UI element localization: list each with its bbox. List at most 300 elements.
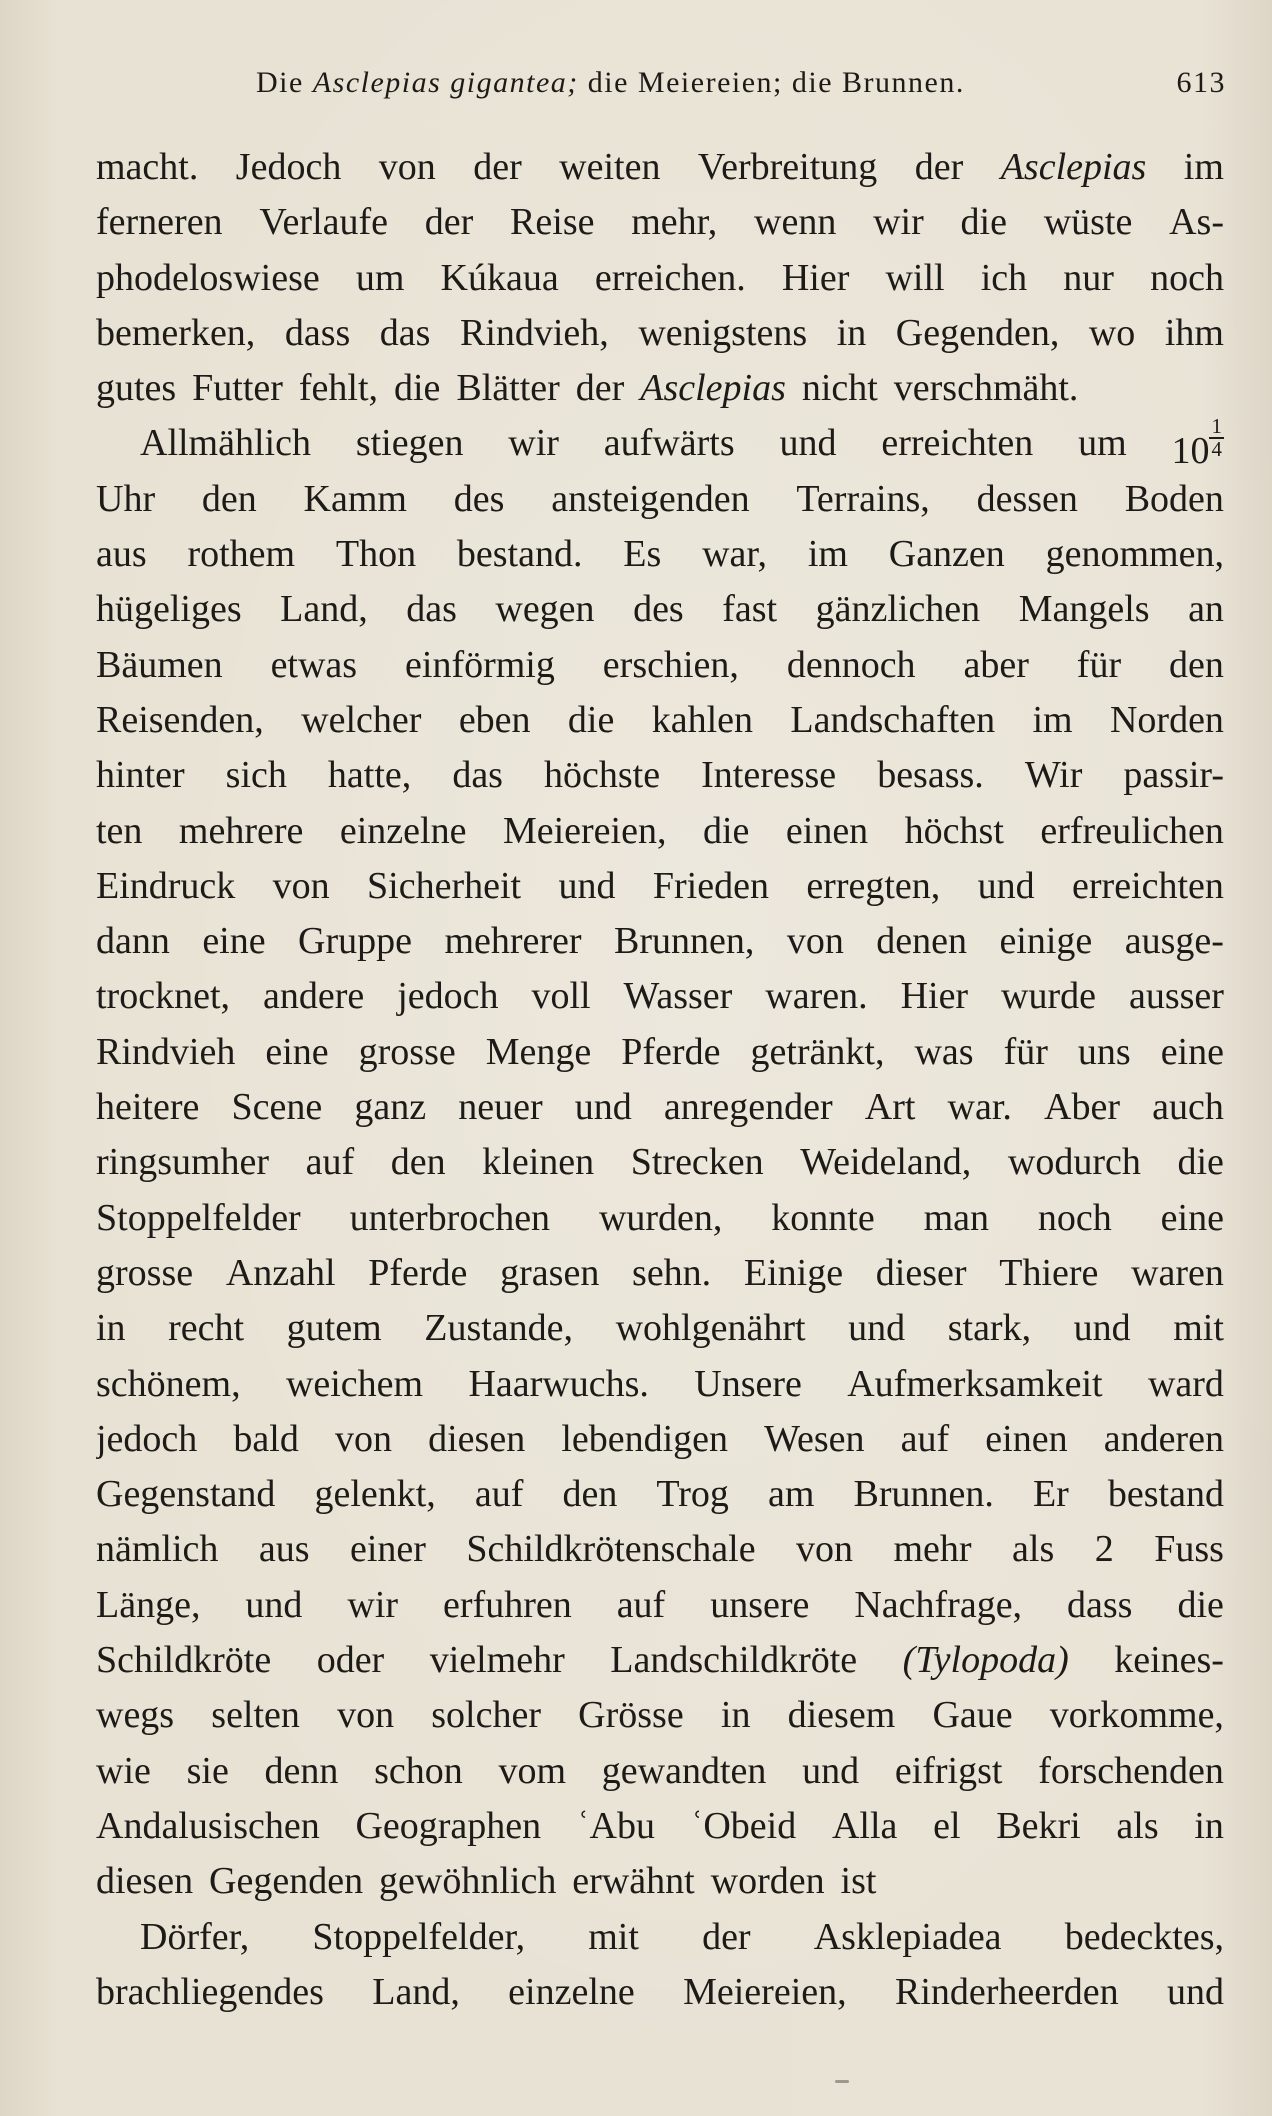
word: diesen xyxy=(428,1417,526,1460)
word: mehr xyxy=(893,1528,972,1571)
text-line xyxy=(96,1080,1224,1135)
word: wir xyxy=(873,201,924,244)
word: hügeliges xyxy=(96,588,242,631)
word: auf xyxy=(900,1417,950,1460)
word: Ganzen xyxy=(888,533,1005,576)
text-line xyxy=(96,472,1224,527)
text-line xyxy=(96,1301,1224,1356)
word: wüste xyxy=(1043,201,1133,244)
word: Reise xyxy=(510,201,595,244)
word: etwas xyxy=(270,643,358,686)
text-line xyxy=(96,1799,1224,1854)
word: die xyxy=(702,809,750,852)
word: im xyxy=(1183,146,1224,188)
word: bestand xyxy=(1107,1473,1224,1516)
word: von xyxy=(334,1417,392,1460)
word: und xyxy=(977,864,1035,907)
word: diesen xyxy=(96,1860,194,1903)
word: Zustande, xyxy=(424,1307,574,1350)
word: und xyxy=(802,1749,860,1792)
word: worden xyxy=(710,1860,825,1903)
word: hinter xyxy=(96,754,185,797)
word: heitere xyxy=(96,1086,200,1129)
word: einige xyxy=(999,920,1093,963)
word: eifrigst xyxy=(894,1749,1003,1792)
word: war. xyxy=(947,1086,1012,1129)
word: wegen xyxy=(495,588,595,631)
word: die xyxy=(960,201,1007,244)
text-line xyxy=(96,748,1224,803)
word: Fuss xyxy=(1154,1528,1224,1571)
word: die xyxy=(1177,1141,1224,1184)
word: im xyxy=(807,533,848,576)
word: Andalusischen xyxy=(96,1804,320,1847)
word: den xyxy=(201,477,257,520)
text-line xyxy=(96,1191,1224,1246)
word: erfuhren xyxy=(443,1583,572,1626)
word: die xyxy=(394,367,441,410)
word: ringsumher xyxy=(96,1141,270,1184)
word: gewandten xyxy=(601,1749,767,1792)
text-line xyxy=(96,1412,1224,1467)
word: Gruppe xyxy=(298,920,413,963)
word: wohlgenährt xyxy=(615,1307,806,1350)
word: der xyxy=(702,1915,751,1958)
word: des xyxy=(633,588,684,631)
word: und xyxy=(574,1086,632,1129)
word: mit xyxy=(588,1915,639,1958)
word: el xyxy=(933,1804,961,1847)
word: erreichen. xyxy=(594,256,746,299)
word: von xyxy=(272,864,330,907)
text-line xyxy=(96,582,1224,637)
word: Futter xyxy=(192,367,283,410)
running-title-italic: Asclepias gigantea; xyxy=(312,66,579,99)
word: und xyxy=(245,1583,303,1626)
word: Unsere xyxy=(694,1362,802,1405)
word: eine xyxy=(1160,1030,1224,1073)
word: hatte, xyxy=(327,754,412,797)
word: sich xyxy=(225,754,287,797)
word: denen xyxy=(876,920,967,963)
word: in xyxy=(836,311,867,354)
word: und xyxy=(558,864,616,907)
word: Hier xyxy=(781,256,850,299)
word: Menge xyxy=(485,1030,592,1073)
word: Boden xyxy=(1124,477,1224,520)
word: und xyxy=(779,422,837,465)
word: und xyxy=(848,1307,906,1350)
word: erreichten xyxy=(1072,864,1224,907)
print-speck xyxy=(835,2080,849,2083)
word: Kamm xyxy=(303,477,407,520)
word: dann xyxy=(96,920,170,963)
word: waren. xyxy=(765,975,868,1018)
word: was xyxy=(914,1030,974,1073)
word: der xyxy=(575,367,625,410)
word: genommen, xyxy=(1045,533,1224,576)
word: erschien, xyxy=(602,643,739,686)
word: ausge- xyxy=(1124,920,1224,963)
word: Mangels xyxy=(1018,588,1150,631)
text-line xyxy=(96,1633,1224,1688)
word: Sicherheit xyxy=(367,864,522,907)
word: unterbrochen xyxy=(349,1196,551,1239)
word: Wesen xyxy=(764,1417,865,1460)
word: grosse xyxy=(96,1251,194,1294)
word: aufwärts xyxy=(603,422,735,465)
word: gutes xyxy=(96,367,177,410)
word: des xyxy=(453,477,505,520)
word: grosse xyxy=(358,1030,456,1073)
word: keines- xyxy=(1114,1639,1224,1682)
word: Aufmerksamkeit xyxy=(847,1362,1103,1405)
word: ʿAbu xyxy=(576,1804,655,1847)
word: die xyxy=(1177,1583,1224,1626)
running-title-text-2: die Meiereien; die Brunnen. xyxy=(578,66,965,99)
word: die xyxy=(567,698,615,741)
word: Wasser xyxy=(623,975,733,1018)
word: Verlaufe xyxy=(259,201,389,244)
word: waren xyxy=(1131,1251,1224,1294)
text-line xyxy=(96,306,1224,361)
word: Grösse xyxy=(578,1694,684,1737)
word: noch xyxy=(1037,1196,1112,1239)
word: vom xyxy=(498,1749,567,1792)
word: verschmäht. xyxy=(893,367,1079,410)
word: der xyxy=(424,201,474,244)
word: das xyxy=(406,588,457,631)
word: Meiereien, xyxy=(502,809,667,852)
word: wegs xyxy=(96,1694,175,1737)
word: Einige xyxy=(743,1251,844,1294)
word: nämlich xyxy=(96,1528,219,1571)
word: wir xyxy=(508,422,559,465)
word: Hier xyxy=(900,975,969,1018)
word: Länge, xyxy=(96,1583,201,1626)
word: Norden xyxy=(1109,698,1224,741)
word: passir- xyxy=(1123,754,1224,797)
text-line xyxy=(96,1744,1224,1799)
word: Verbreitung xyxy=(697,146,878,188)
text-line xyxy=(96,1025,1224,1080)
word: als xyxy=(1116,1804,1159,1847)
word: schon xyxy=(374,1749,463,1792)
word: 10 $\frac{1}{4}$ xyxy=(1171,416,1222,472)
text-line xyxy=(96,1357,1224,1412)
word: Alla xyxy=(831,1804,898,1847)
word: ganz xyxy=(354,1086,427,1129)
word: weichem xyxy=(285,1362,424,1405)
word: Scene xyxy=(231,1086,323,1129)
word: Rindvieh xyxy=(96,1030,236,1073)
word: getränkt, xyxy=(750,1030,885,1073)
word: Stoppelfelder xyxy=(96,1196,301,1239)
word: Haarwuchs. xyxy=(468,1362,649,1405)
word: einer xyxy=(350,1528,426,1571)
word: erregten, xyxy=(806,864,941,907)
word: Interesse xyxy=(701,754,837,797)
word: schönem, xyxy=(96,1362,241,1405)
text-line xyxy=(96,1246,1224,1301)
page-number: 613 xyxy=(1176,66,1226,99)
text-line xyxy=(96,1910,1224,1965)
word: um xyxy=(355,256,405,299)
word: anderen xyxy=(1103,1417,1224,1460)
word: ausser xyxy=(1128,975,1224,1018)
word: Uhr xyxy=(96,477,156,520)
word: gänzlichen xyxy=(815,588,981,631)
text-line xyxy=(96,140,1224,195)
text-line xyxy=(96,1688,1224,1743)
word: einzelne xyxy=(508,1970,635,2013)
word: und xyxy=(1073,1307,1131,1350)
word: als xyxy=(1012,1528,1055,1571)
word: von xyxy=(378,146,436,188)
word: und xyxy=(1167,1970,1224,2013)
word: dessen xyxy=(976,477,1078,520)
word: erwähnt xyxy=(572,1860,695,1903)
word: Gaue xyxy=(932,1694,1013,1737)
word: ich xyxy=(980,256,1028,299)
word: gelenkt, xyxy=(314,1473,436,1516)
word: Allmählich xyxy=(140,422,311,465)
word: Kúkaua xyxy=(440,256,559,299)
word: Reisenden, xyxy=(96,698,264,741)
word: in xyxy=(1194,1804,1224,1847)
word: gutem xyxy=(286,1307,382,1350)
word: Asclepias xyxy=(640,367,786,410)
word: erfreulichen xyxy=(1040,809,1224,852)
word: für xyxy=(1003,1030,1048,1073)
word: bald xyxy=(233,1417,299,1460)
word: einförmig xyxy=(405,643,555,686)
word: unsere xyxy=(710,1583,810,1626)
word: den xyxy=(562,1473,618,1516)
word: Jedoch xyxy=(235,146,342,188)
word: stiegen xyxy=(355,422,464,465)
word: höchste xyxy=(544,754,661,797)
fraction-one-quarter: $\frac{1}{4}$ xyxy=(1211,416,1222,462)
text-line xyxy=(96,859,1224,914)
word: Gegenstand xyxy=(96,1473,276,1516)
word: jedoch xyxy=(397,975,499,1018)
body-text xyxy=(96,140,1224,2020)
word: Land, xyxy=(372,1970,460,2013)
word: besass. xyxy=(877,754,984,797)
word: forschenden xyxy=(1038,1749,1224,1792)
word: Schildkröte xyxy=(96,1639,272,1682)
word: weiten xyxy=(559,146,661,188)
word: Nachfrage, xyxy=(854,1583,1023,1626)
word: Thiere xyxy=(999,1251,1099,1294)
text-line xyxy=(96,1522,1224,1577)
text-line xyxy=(96,361,1224,416)
word: stark, xyxy=(947,1307,1032,1350)
running-header xyxy=(96,60,1230,110)
word: kleinen xyxy=(482,1141,595,1184)
word: der xyxy=(473,146,522,188)
word: bestand. xyxy=(456,533,583,576)
word: wenigstens xyxy=(638,311,808,354)
word: auf xyxy=(616,1583,666,1626)
word: welcher xyxy=(301,698,422,741)
word: Brunnen, xyxy=(614,920,755,963)
word: Gegenden, xyxy=(895,311,1060,354)
word: Landschaften xyxy=(790,698,996,741)
text-line xyxy=(96,251,1224,306)
word: Er xyxy=(1032,1473,1069,1516)
word: trocknet, xyxy=(96,975,231,1018)
running-title-text: Die xyxy=(256,66,313,99)
word: Pferde xyxy=(368,1251,468,1294)
word: Aber xyxy=(1044,1086,1121,1129)
word: noch xyxy=(1150,256,1224,299)
word: bemerken, xyxy=(96,311,256,354)
word: phodeloswiese xyxy=(96,256,320,299)
word: (Tylopoda) xyxy=(902,1639,1069,1682)
word: Rindvieh, xyxy=(459,311,609,354)
word: Blätter xyxy=(456,367,560,410)
word: erreichten xyxy=(881,422,1034,465)
word: ihm xyxy=(1164,311,1224,354)
word: einen xyxy=(785,809,869,852)
word: fast xyxy=(722,588,778,631)
word: von xyxy=(786,920,844,963)
word: den xyxy=(1169,643,1224,686)
word: der xyxy=(914,146,964,188)
word: dennoch xyxy=(786,643,916,686)
word: das xyxy=(379,311,431,354)
word: dass xyxy=(284,311,351,354)
word: Strecken xyxy=(630,1141,764,1184)
word: jedoch xyxy=(96,1417,198,1460)
word: Asklepiadea xyxy=(813,1915,1002,1958)
word: selten xyxy=(211,1694,300,1737)
word: sie xyxy=(186,1749,229,1792)
word: Geographen xyxy=(355,1804,542,1847)
text-line xyxy=(96,195,1224,250)
word: wodurch xyxy=(1007,1141,1141,1184)
word: Frieden xyxy=(652,864,769,907)
word: Land, xyxy=(280,588,368,631)
word: in xyxy=(720,1694,751,1737)
word: ist xyxy=(840,1860,877,1903)
word: Stoppelfelder, xyxy=(312,1915,526,1958)
word: Es xyxy=(623,533,662,576)
word: Terrains, xyxy=(796,477,930,520)
word: voll xyxy=(531,975,591,1018)
word: Weideland, xyxy=(800,1141,972,1184)
word: aber xyxy=(963,643,1029,686)
word: dass xyxy=(1067,1583,1133,1626)
text-line xyxy=(96,1135,1224,1190)
word: Trog xyxy=(656,1473,729,1516)
text-line xyxy=(96,1578,1224,1633)
word: Landschildkröte xyxy=(610,1639,858,1682)
word: an xyxy=(1188,588,1224,631)
word: ansteigenden xyxy=(551,477,750,520)
word: grasen xyxy=(500,1251,600,1294)
word: Eindruck xyxy=(96,864,236,907)
word: oder xyxy=(316,1639,385,1682)
word: eine xyxy=(202,920,266,963)
word: dieser xyxy=(875,1251,967,1294)
word: auf xyxy=(305,1141,355,1184)
word: rothem xyxy=(187,533,296,576)
word: für xyxy=(1076,643,1122,686)
word: aus xyxy=(96,533,147,576)
word: Gegenden xyxy=(209,1860,364,1903)
word: As- xyxy=(1169,201,1224,244)
text-line xyxy=(96,914,1224,969)
word: konnte xyxy=(771,1196,875,1239)
text-line xyxy=(96,1965,1224,2020)
word: Dörfer, xyxy=(140,1915,250,1958)
word: einzelne xyxy=(339,809,467,852)
word: wurde xyxy=(1001,975,1097,1018)
word: 2 xyxy=(1094,1528,1114,1571)
word: wurden, xyxy=(598,1196,723,1239)
word: wie xyxy=(96,1749,151,1792)
word: uns xyxy=(1077,1030,1131,1073)
word: man xyxy=(923,1196,990,1239)
text-line xyxy=(96,416,1224,471)
word: gewöhnlich xyxy=(379,1860,557,1903)
word: Meiereien, xyxy=(683,1970,847,2013)
word: war, xyxy=(702,533,768,576)
word: Anzahl xyxy=(225,1251,336,1294)
text-line xyxy=(96,804,1224,859)
word: ten xyxy=(96,809,143,852)
word: mehrere xyxy=(178,809,304,852)
word: Wir xyxy=(1024,754,1083,797)
word: Rinderheerden xyxy=(894,1970,1119,2013)
word: auch xyxy=(1152,1086,1224,1129)
word: mit xyxy=(1173,1307,1224,1350)
word: vorkomme, xyxy=(1049,1694,1224,1737)
text-line xyxy=(96,1467,1224,1522)
word: einen xyxy=(985,1417,1068,1460)
word: lebendigen xyxy=(561,1417,729,1460)
word: wo xyxy=(1088,311,1136,354)
running-title xyxy=(256,66,965,100)
word: Asclepias xyxy=(1000,146,1147,188)
text-line xyxy=(96,693,1224,748)
word: den xyxy=(390,1141,446,1184)
word: das xyxy=(452,754,503,797)
word: wir xyxy=(347,1583,399,1626)
word: neuer xyxy=(458,1086,543,1129)
word: Schildkrötenschale xyxy=(466,1528,756,1571)
word: mehrerer xyxy=(444,920,582,963)
text-line xyxy=(96,969,1224,1024)
word: ferneren xyxy=(96,201,223,244)
word: Brunnen. xyxy=(853,1473,994,1516)
word: nicht xyxy=(801,367,878,410)
word: aus xyxy=(258,1528,310,1571)
word: um xyxy=(1078,422,1127,465)
word: in xyxy=(96,1307,126,1350)
word: macht. xyxy=(96,146,199,188)
text-line xyxy=(96,638,1224,693)
word: mehr, xyxy=(631,201,718,244)
word: höchst xyxy=(904,809,1004,852)
word: am xyxy=(768,1473,815,1516)
word: wenn xyxy=(754,201,837,244)
word: im xyxy=(1032,698,1073,741)
word: auf xyxy=(474,1473,524,1516)
